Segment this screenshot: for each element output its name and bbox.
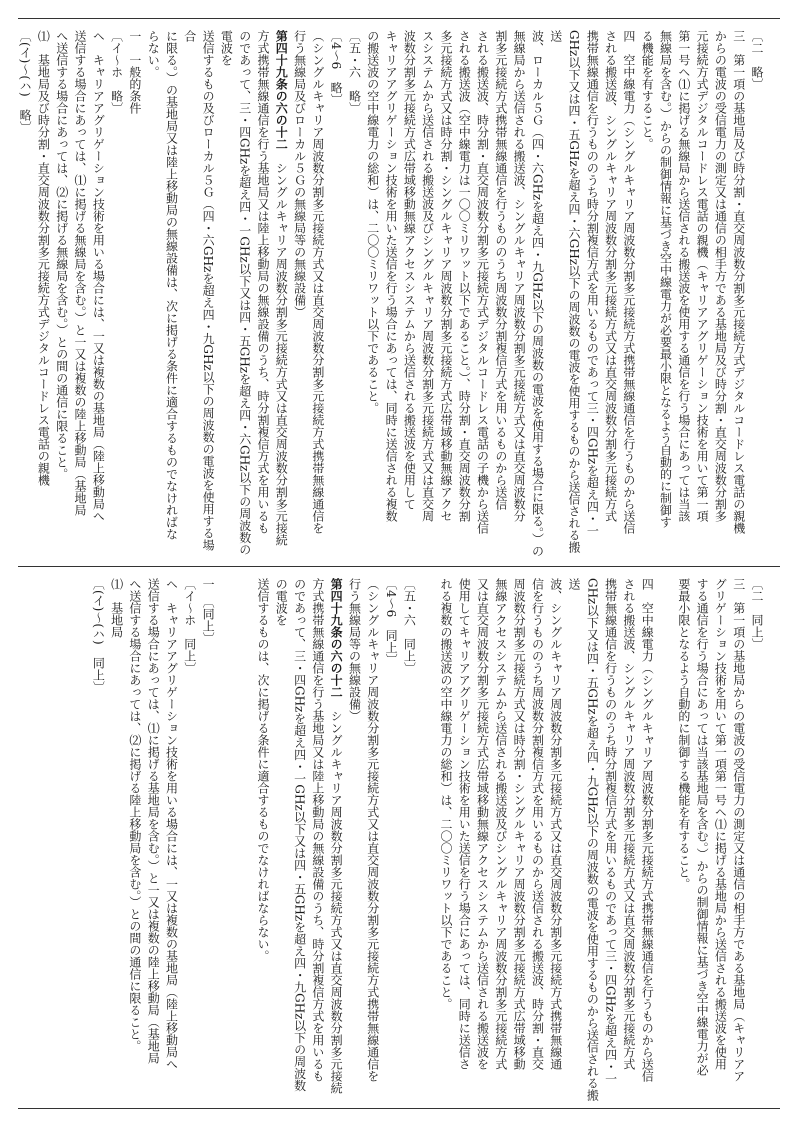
text-column: へ送信する場合にあっては、⑵に掲げる無線局を含む。）との間の通信に限ること。	[54, 30, 69, 480]
text-column: 送信する場合にあっては、⑴に掲げる無線局を含む。）と一又は複数の陸上移動局（基地局	[73, 30, 88, 516]
article-number: 第四十九条の六の十二	[274, 30, 289, 150]
text-column: GHz以下又は四・五GHzを超え四・九GHz以下の周波数の電波を使用するものから送信される搬送	[567, 578, 600, 1102]
text-column: の搬送波の空中線電力の総和）は、二〇〇ミリワット以下であること。	[365, 30, 380, 414]
text-column: 第四十九条の六の十二 シングルキャリア周波数分割多元接続方式又は直交周波数分割多元接続	[329, 578, 344, 1094]
text-column: 無線局から送信される搬送波、シングルキャリア周波数分割多元接続方式又は直交周波数分	[512, 30, 527, 522]
text-column: 三 第一項の基地局からの電波の受信電力の測定又は通信の相手方である基地局（キャリアア	[731, 578, 746, 1082]
text-column: 送信する場合にあっては、⑴に掲げる基地局を含む。）と一又は複数の陸上移動局（基地局	[146, 578, 161, 1064]
text-column: スシステムから送信される搬送波及びシングルキャリア周波数分割多元接続方式又は直交周	[420, 30, 435, 522]
text-column: 携帯無線通信を行うもののうち時分割複信方式を用いるものであって三・四GHzを超え四・一	[585, 30, 600, 537]
text-column: 信を行うもののうち周波数分割複信方式を用いるものから送信される搬送波、時分割・直交	[530, 578, 545, 1070]
text-column: 波、シングルキャリア周波数分割多元接続方式又は直交周波数分割多元接続方式携帯無線通	[548, 578, 563, 1070]
text-column: 携帯無線通信を行うもののうち時分割複信方式を用いるものであって三・四GHzを超え四・一	[603, 578, 618, 1085]
text-column: 四 空中線電力（シングルキャリア周波数分割多元接続方式携帯無線通信を行うものから送信	[621, 30, 636, 534]
text-column: 行う無線局及びローカル５Ｇの無線局等の無線設備）	[292, 30, 307, 318]
text-column	[235, 578, 253, 1102]
text-column: へ送信する場合にあっては、⑵に掲げる陸上移動局を含む。）との間の通信に限ること。	[127, 578, 142, 1052]
text-column: 使用してキャリアアグリゲーション技術を用いた送信を行う場合にあっては、同時に送信さ	[457, 578, 472, 1070]
lower-panel-current-text	[18, 578, 780, 1102]
text-column	[656, 578, 674, 1102]
text-column: のであって、三・四GHzを超え四・一GHz以下又は四・五GHzを超え四・六GHz以下の周波数の電波を	[219, 30, 252, 556]
text-column: グリゲーション技術を用いて第一項第一号ヘ⑴に掲げる基地局から送信される搬送波を使用	[713, 578, 728, 1070]
text-column: ヘ キャリアアグリゲーション技術を用いる場合には、一又は複数の基地局（陸上移動局へ	[164, 578, 179, 1070]
text-column	[217, 578, 235, 1102]
upper-panel-body	[18, 30, 766, 560]
article-number: 第四十九条の六の十二	[329, 578, 344, 698]
text-column: 元接続方式デジタルコードレス電話の親機（キャリアアグリゲーション技術を用いて第一項	[695, 30, 710, 522]
top-rule	[18, 18, 780, 19]
text-column: 〔4〜6 略〕	[329, 30, 344, 106]
text-column: 第四十九条の六の十二 シングルキャリア周波数分割多元接続方式又は直交周波数分割多元接続	[274, 30, 289, 546]
text-column: 送信するもの及びローカル５Ｇ（四・六GHzを超え四・九GHz以下の周波数の電波を使用する場合	[182, 30, 216, 551]
text-column: GHz以下又は四・五GHzを超え四・六GHz以下の周波数の電波を使用するものから送信される搬送	[548, 30, 582, 554]
text-column	[418, 578, 436, 1102]
text-column: 〔イ〜ホ 略〕	[109, 30, 124, 114]
text-column: 無線アクセスシステムから送信される搬送波及びシングルキャリア周波数分割多元接続方式	[493, 578, 508, 1070]
bottom-rule	[18, 1108, 780, 1109]
text-column: される搬送波（空中線電力は一〇〇ミリワット以下であること。）、時分割・直交周波数分割	[457, 30, 472, 522]
text-column: らない。	[146, 30, 161, 78]
text-column: （シングルキャリア周波数分割多元接続方式又は直交周波数分割多元接続方式携帯無線通信を	[310, 30, 325, 534]
text-column: 多元接続方式又は時分割・シングルキャリア周波数分割多元接続方式広帯域移動無線アクセ	[438, 30, 453, 522]
text-column: 〔五・六 略〕	[347, 30, 362, 114]
text-column: 〔イ〜ホ 同上〕	[182, 578, 197, 674]
text-column: される搬送波、シングルキャリア周波数分割多元接続方式又は直交周波数分割多元接続方式	[603, 30, 618, 522]
text-column: ⑴ 基地局	[109, 578, 124, 638]
text-column: する通信を行う場合にあっては当該基地局を含む。）からの制御情報に基づき空中線電力が必	[695, 578, 710, 1076]
text-column: 〔二 同上〕	[750, 578, 764, 650]
text-column: （シングルキャリア周波数分割多元接続方式又は直交周波数分割多元接続方式携帯無線通信を	[365, 578, 380, 1082]
middle-rule	[18, 566, 780, 567]
text-column: 〔五・六 同上〕	[402, 578, 417, 674]
text-column: 割多元接続方式携帯無線通信を行うもののうち周波数分割複信方式を用いるものから送信	[493, 30, 508, 510]
text-column: 〔二 略〕	[750, 30, 764, 90]
text-column: される搬送波、時分割・直交周波数分割多元接続方式デジタルコードレス電話の子機から送信	[475, 30, 490, 534]
lower-panel-body	[89, 578, 766, 1102]
text-column: 無線局を含む。）からの制御情報に基づき空中線電力が必要最小限となるよう自動的に制御す	[658, 30, 673, 528]
text-column: 要最小限となるよう自動的に制御する機能を有すること。	[676, 578, 691, 890]
text-column: 行う無線局等の無線設備）	[347, 578, 362, 722]
text-column: 一 一般的条件	[127, 30, 142, 114]
text-column: 三 第一項の基地局及び時分割・直交周波数分割多元接続方式デジタルコードレス電話の親機	[731, 30, 746, 534]
text-column: される搬送波、シングルキャリア周波数分割多元接続方式又は直交周波数分割多元接続方式	[621, 578, 636, 1070]
text-column: れる複数の搬送波の空中線電力の総和）は、二〇〇ミリワット以下であること。	[438, 578, 453, 1010]
text-column: 周波数分割多元接続方式又は時分割・シングルキャリア周波数分割多元接続方式広帯域移動	[512, 578, 527, 1070]
text-column: る機能を有すること。	[640, 30, 655, 150]
text-column: 方式携帯無線通信を行う基地局又は陸上移動局の無線設備のうち、時分割複信方式を用いるも	[310, 578, 325, 1082]
text-column: 一 〔同上〕	[201, 578, 216, 644]
text-column: 第一号ヘ⑴に掲げる無線局から送信される搬送波を使用する通信を行う場合にあっては当該	[676, 30, 691, 522]
text-column: に限る。）の基地局又は陸上移動局の無線設備は、次に掲げる条件に適合するものでなければな	[164, 30, 179, 540]
text-column: からの電波の受信電力の測定又は通信の相手方である基地局及び時分割・直交周波数分割多	[713, 30, 728, 522]
text-column: 四 空中線電力（シングルキャリア周波数分割多元接続方式携帯無線通信を行うものから送信	[640, 578, 655, 1082]
text-column: 波、ローカル５Ｇ（四・六GHzを超え四・九GHz以下の周波数の電波を使用する場合に限る。）の	[530, 30, 545, 557]
text-column: 送信するものは、次に掲げる条件に適合するものでなければならない。	[255, 578, 270, 962]
text-column: ヘ キャリアアグリゲーション技術を用いる場合には、一又は複数の基地局（陸上移動局へ	[91, 30, 106, 522]
text-column: 〔(イ)〜(ハ) 略〕	[18, 30, 33, 133]
text-column: キャリアアグリゲーション技術を用いた送信を行う場合にあっては、同時に送信される複数	[384, 30, 399, 522]
text-column: 波数分割多元接続方式広帯域移動無線アクセスシステムから送信される搬送波を使用して	[402, 30, 417, 510]
text-column: 〔(イ)〜(ハ) 同上〕	[91, 578, 106, 693]
text-column: 又は直交周波数分割多元接続方式広帯域移動無線アクセスシステムから送信される搬送波を	[475, 578, 490, 1070]
text-column: 方式携帯無線通信を行う基地局又は陸上移動局の無線設備のうち、時分割複信方式を用いるも	[255, 30, 270, 534]
text-column: ⑴ 基地局及び時分割・直交周波数分割多元接続方式デジタルコードレス電話の親機	[36, 30, 51, 486]
text-column: 〔4〜6 同上〕	[384, 578, 399, 666]
upper-panel-revised-text	[18, 30, 780, 560]
text-column: のであって、三・四GHzを超え四・一GHz以下又は四・五GHzを超え四・九GHz以下の周波数の電波を	[274, 578, 307, 1092]
